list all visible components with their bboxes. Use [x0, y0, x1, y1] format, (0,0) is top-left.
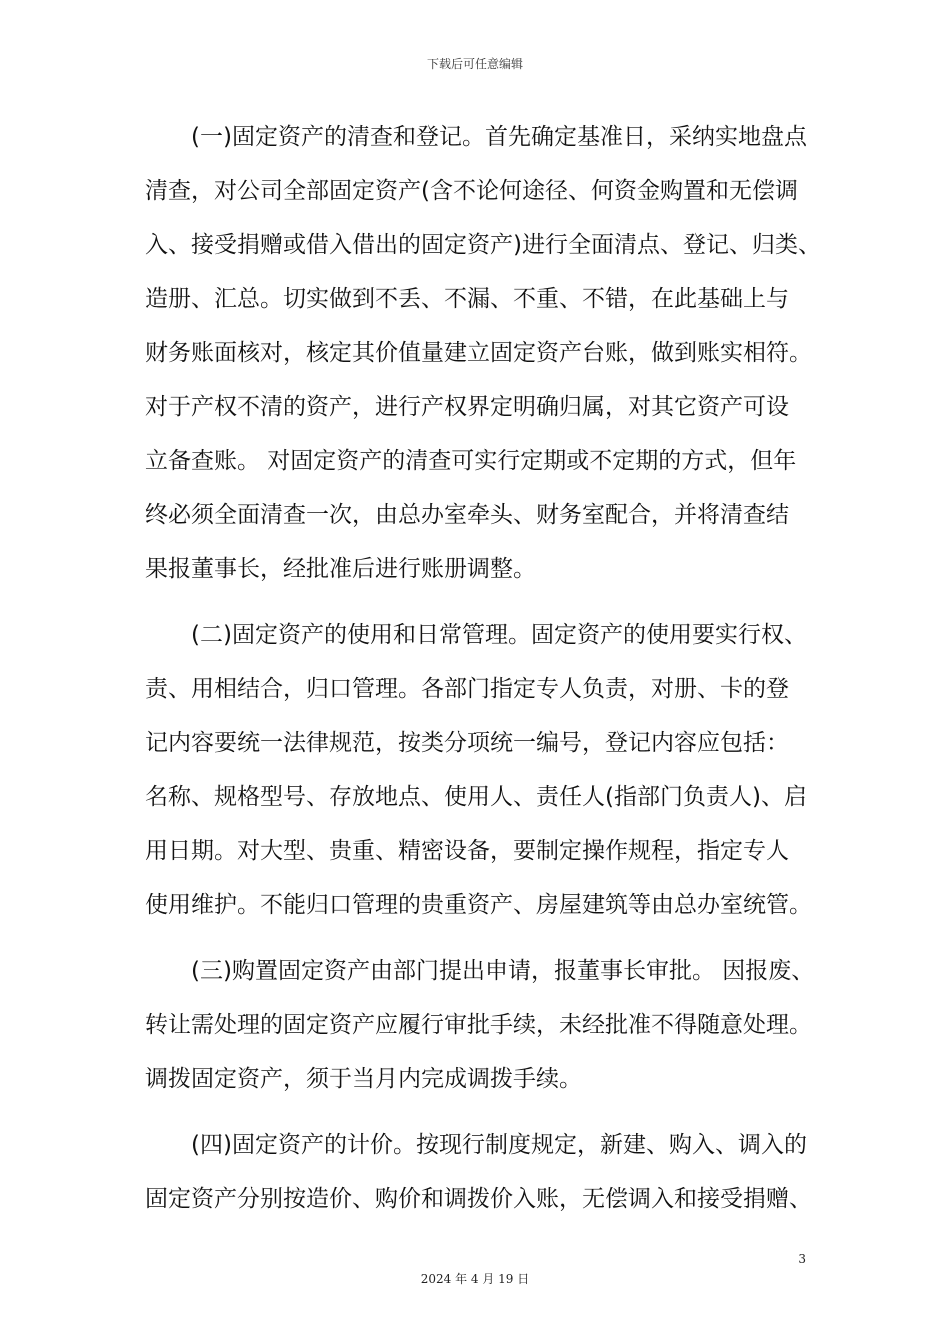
document-body [145, 110, 821, 1238]
text-line: 入、接受捐赠或借入借出的固定资产)进行全面清点、登记、归类、 [145, 232, 821, 258]
text-line: (三)购置固定资产由部门提出申请，报董事长审批。 因报废、 [191, 958, 815, 984]
text-line: 使用维护。不能归口管理的贵重资产、房屋建筑等由总办室统管。 [145, 892, 812, 918]
text-line: 造册、汇总。切实做到不丢、不漏、不重、不错，在此基础上与 [145, 286, 789, 312]
text-line: 果报董事长，经批准后进行账册调整。 [145, 556, 536, 582]
text-line: (二)固定资产的使用和日常管理。固定资产的使用要实行权、 [191, 622, 807, 648]
text-line: 转让需处理的固定资产应履行审批手续，未经批准不得随意处理。 [145, 1012, 812, 1038]
paragraph-asset-valuation [145, 1118, 810, 1226]
page-header: 下载后可任意编辑 [426, 57, 523, 71]
paragraph-asset-inventory [145, 110, 821, 596]
paragraph-asset-purchase [145, 944, 815, 1106]
text-line: 责、用相结合，归口管理。各部门指定专人负责，对册、卡的登 [145, 676, 789, 702]
page-footer-date: 2024 年 4 月 19 日 [420, 1272, 530, 1286]
text-line: 名称、规格型号、存放地点、使用人、责任人(指部门负责人)、启 [145, 784, 807, 810]
text-line: 清查，对公司全部固定资产(含不论何途径、何资金购置和无偿调 [145, 178, 798, 204]
text-line: 终必须全面清查一次，由总办室牵头、财务室配合，并将清查结 [145, 502, 789, 528]
text-line: 固定资产分别按造价、购价和调拨价入账，无偿调入和接受捐赠、 [145, 1186, 812, 1212]
text-line: (四)固定资产的计价。按现行制度规定，新建、购入、调入的 [191, 1132, 807, 1158]
text-line: 对于产权不清的资产，进行产权界定明确归属，对其它资产可设 [145, 394, 789, 420]
paragraph-asset-usage [145, 608, 810, 932]
text-line: 调拨固定资产，须于当月内完成调拨手续。 [145, 1066, 582, 1092]
text-line: 立备查账。 对固定资产的清查可实行定期或不定期的方式，但年 [145, 448, 797, 474]
text-line: 记内容要统一法律规范，按类分项统一编号，登记内容应包括： [145, 730, 789, 756]
text-line: 用日期。对大型、贵重、精密设备，要制定操作规程，指定专人 [145, 838, 789, 864]
text-line: 财务账面核对，核定其价值量建立固定资产台账，做到账实相符。 [145, 340, 812, 366]
page-number: 3 [798, 1252, 806, 1266]
text-line: (一)固定资产的清查和登记。首先确定基准日，采纳实地盘点 [191, 124, 807, 150]
